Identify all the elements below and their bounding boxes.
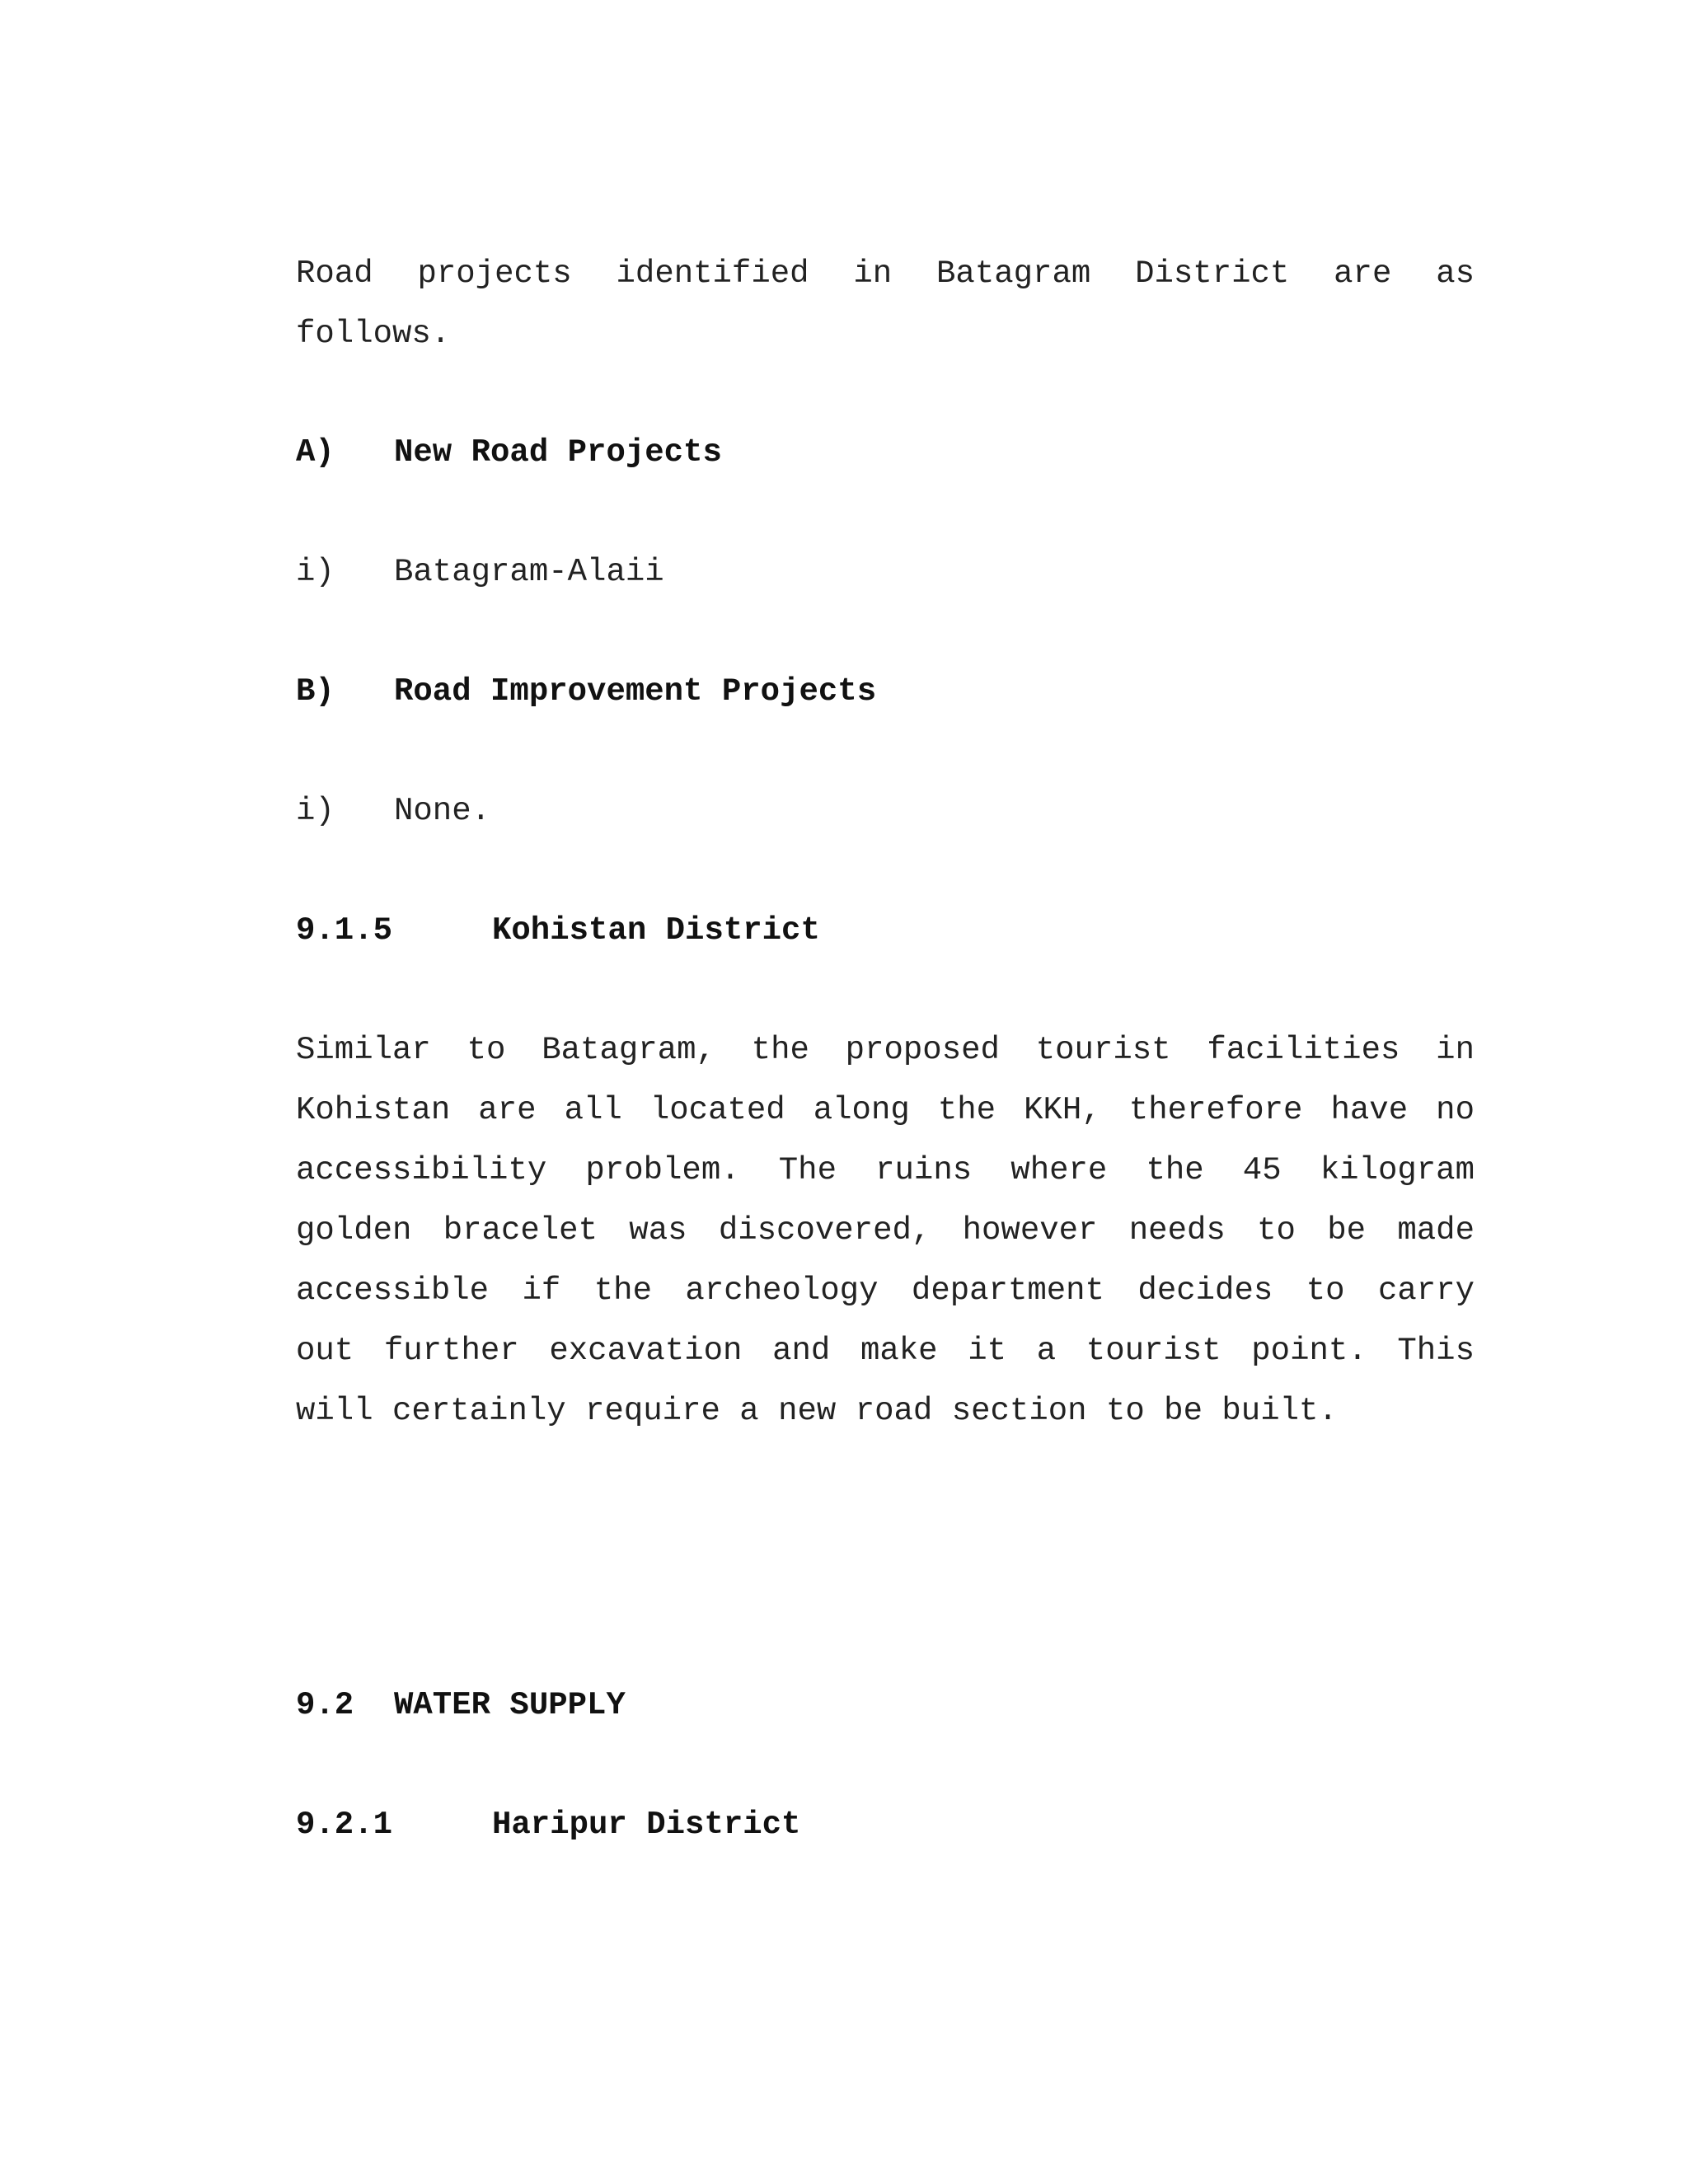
item-a1 xyxy=(296,542,664,602)
heading-9-2-1 xyxy=(296,1795,800,1855)
item-b1-text: None. xyxy=(394,793,491,829)
section-a-title: New Road Projects xyxy=(394,434,722,471)
intro-line-1: Road projects identified in Batagram District are as xyxy=(296,255,1475,292)
heading-9-1-5-title: Kohistan District xyxy=(492,912,820,949)
heading-9-1-5 xyxy=(296,901,820,961)
heading-9-2-title: WATER SUPPLY xyxy=(394,1687,626,1723)
kohistan-line-5: accessible if the archeology department decides to carry xyxy=(296,1272,1475,1309)
section-a-marker: A) xyxy=(296,434,335,471)
intro-paragraph xyxy=(296,244,1475,364)
intro-line-2: follows. xyxy=(296,316,451,352)
kohistan-line-2: Kohistan are all located along the KKH, therefore have no xyxy=(296,1092,1475,1128)
section-b-heading xyxy=(296,662,876,722)
item-a1-text: Batagram-Alaii xyxy=(394,554,664,590)
item-a1-marker: i) xyxy=(296,554,335,590)
heading-9-1-5-number: 9.1.5 xyxy=(296,912,393,949)
item-b1-marker: i) xyxy=(296,793,335,829)
section-b-marker: B) xyxy=(296,673,335,710)
kohistan-paragraph xyxy=(296,1020,1475,1441)
kohistan-line-4: golden bracelet was discovered, however needs to be made xyxy=(296,1212,1475,1249)
item-b1 xyxy=(296,781,490,841)
heading-9-2 xyxy=(296,1675,626,1736)
heading-9-2-number: 9.2 xyxy=(296,1687,354,1723)
kohistan-line-6: out further excavation and make it a tourist point. This xyxy=(296,1333,1475,1369)
kohistan-line-3: accessibility problem. The ruins where the 45 kilogram xyxy=(296,1152,1475,1188)
kohistan-line-7: will certainly require a new road section to be built. xyxy=(296,1393,1338,1429)
heading-9-2-1-title: Haripur District xyxy=(492,1807,801,1843)
section-a-heading xyxy=(296,423,722,483)
section-b-title: Road Improvement Projects xyxy=(394,673,877,710)
heading-9-2-1-number: 9.2.1 xyxy=(296,1807,393,1843)
kohistan-line-1: Similar to Batagram, the proposed tourist facilities in xyxy=(296,1032,1475,1068)
